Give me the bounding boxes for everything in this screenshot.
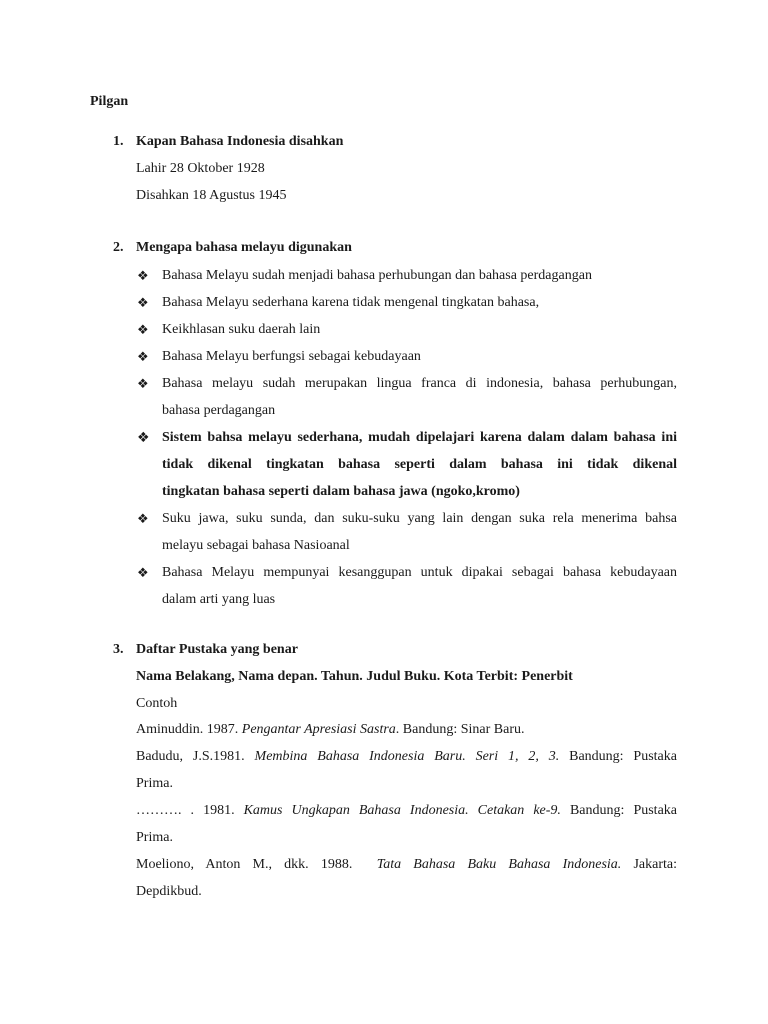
citation-format: Nama Belakang, Nama depan. Tahun. Judul Buku. Kota Terbit: Penerbit — [136, 669, 573, 684]
reference-publisher: Bandung: Pustaka — [559, 749, 677, 764]
bullet-item-bold — [162, 424, 677, 505]
bullet-item — [162, 559, 677, 613]
bullet-item-text: Keikhlasan suku daerah lain — [162, 322, 321, 337]
reference-entry — [136, 851, 677, 905]
diamond-bullet-icon: ❖ — [137, 566, 149, 581]
reference-entry — [136, 797, 677, 851]
section-2-number: 2. — [113, 240, 124, 255]
reference-continuation: Prima. — [136, 776, 173, 791]
bullet-item — [162, 370, 677, 424]
bullet-item-continuation: tingkatan bahasa seperti dalam bahasa jawa (ngoko,kromo) — [162, 484, 520, 499]
example-label: Contoh — [136, 696, 178, 711]
reference-publisher: . Bandung: Sinar Baru. — [395, 722, 525, 737]
bullet-item-text: Bahasa Melayu sederhana karena tidak mengenal tingkatan bahasa, — [162, 295, 540, 310]
bullet-item-text: Bahasa Melayu sudah menjadi bahasa perhubungan dan bahasa perdagangan — [162, 268, 592, 283]
bullet-item — [162, 505, 677, 559]
reference-publisher: Jakarta: — [621, 857, 678, 872]
bullet-item — [162, 343, 677, 370]
reference-author-year: Moeliono, Anton M., dkk. 1988. — [136, 857, 377, 872]
reference-book-title: Kamus Ungkapan Bahasa Indonesia. Cetakan ke-9. — [243, 803, 561, 818]
bullet-item-continuation: bahasa perdagangan — [162, 403, 276, 418]
bullet-item-text: Bahasa Melayu mempunyai kesanggupan untuk dipakai sebagai bahasa kebudayaan — [162, 565, 677, 580]
bullet-item — [162, 316, 677, 343]
reference-book-title: Pengantar Apresiasi Sastra — [241, 722, 396, 737]
reference-continuation: Prima. — [136, 830, 173, 845]
reference-book-title: Tata Bahasa Baku Bahasa Indonesia. — [376, 857, 622, 872]
reference-author-year: ………. . 1981. — [136, 803, 244, 818]
bullet-item-text: Bahasa Melayu berfungsi sebagai kebudayaan — [162, 349, 421, 364]
diamond-bullet-icon: ❖ — [137, 269, 149, 284]
bullet-item-continuation: melayu sebagai bahasa Nasioanal — [162, 538, 350, 553]
diamond-bullet-icon: ❖ — [137, 512, 149, 527]
bullet-item — [162, 262, 677, 289]
reference-author-year: Badudu, J.S.1981. — [136, 749, 255, 764]
bullet-item-text: Bahasa melayu sudah merupakan lingua franca di indonesia, bahasa perhubungan, — [162, 376, 677, 391]
section-1-answer-line: Lahir 28 Oktober 1928 — [136, 161, 265, 176]
diamond-bullet-icon: ❖ — [137, 350, 149, 365]
section-1-number: 1. — [113, 134, 124, 149]
diamond-bullet-icon: ❖ — [137, 296, 149, 311]
section-3-title: Daftar Pustaka yang benar — [136, 642, 298, 657]
document-title: Pilgan — [90, 94, 129, 109]
reference-book-title: Membina Bahasa Indonesia Baru. Seri 1, 2, 3. — [254, 749, 560, 764]
diamond-bullet-icon: ❖ — [137, 377, 149, 392]
section-2-title: Mengapa bahasa melayu digunakan — [136, 240, 352, 255]
reference-entry — [136, 716, 677, 743]
reference-author-year: Aminuddin. 1987. — [136, 722, 242, 737]
section-1-title: Kapan Bahasa Indonesia disahkan — [136, 134, 344, 149]
reference-continuation: Depdikbud. — [136, 884, 202, 899]
section-3-number: 3. — [113, 642, 124, 657]
bullet-item-continuation: dalam arti yang luas — [162, 592, 276, 607]
bullet-item — [162, 289, 677, 316]
diamond-bullet-icon: ❖ — [137, 323, 149, 338]
bullet-item-text: Suku jawa, suku sunda, dan suku-suku yang lain dengan suka rela menerima bahsa — [162, 511, 677, 526]
diamond-bullet-icon: ❖ — [137, 430, 150, 446]
reference-publisher: Bandung: Pustaka — [560, 803, 677, 818]
section-1-answer-line: Disahkan 18 Agustus 1945 — [136, 188, 287, 203]
bullet-item-text: Sistem bahsa melayu sederhana, mudah dipelajari karena dalam dalam bahasa ini tidak dikenal tingkatan bahasa seperti dalam bahasa ini tidak dikenal — [162, 430, 677, 472]
reference-entry — [136, 743, 677, 797]
